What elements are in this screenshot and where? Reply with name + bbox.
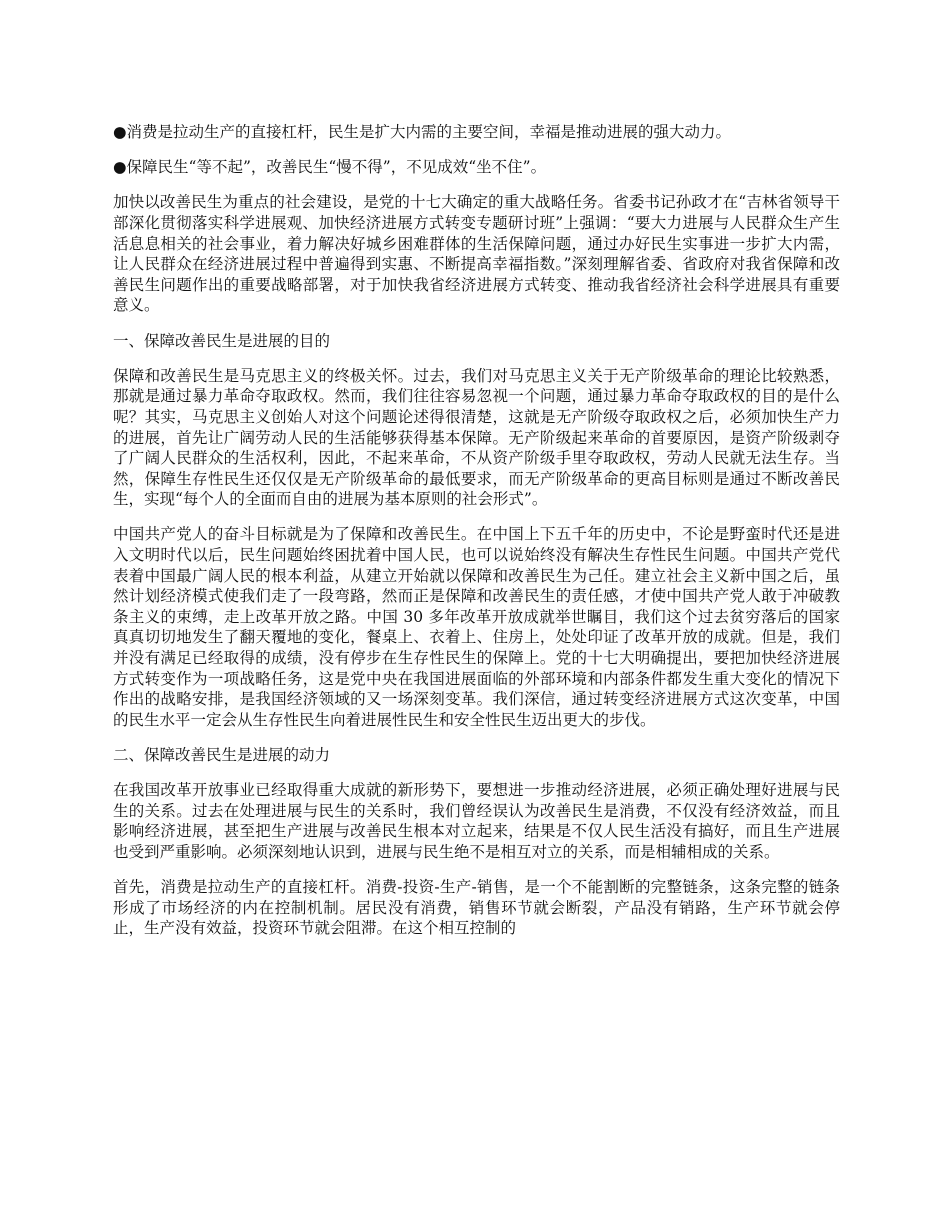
body-paragraph: 中国共产党人的奋斗目标就是为了保障和改善民生。在中国上下五千年的历史中，不论是野蛮时代还是进入文明时代以后，民生问题始终困扰着中国人民，也可以说始终没有解决生存性民生问题。中国共产党代表着中国最广阔人民的根本利益，从建立开始就以保障和改善民生为己任。建立社会主义新中国之后，虽然计划经济模式使我们走了一段弯路，然而正是保障和改善民生的责任感，才使中国共产党人敢于冲破教条主义的束缚，走上改革开放之路。中国 30 多年改革开放成就举世瞩目，我们这个过去贫穷落后的国家真真切切地发生了翻天覆地的变化，餐桌上、衣着上、住房上，处处印证了改革开放的成就。但是，我们并没有满足已经取得的成绩，没有停步在生存性民生的保障上。党的十七大明确提出，要把加快经济进展方式转变作为一项战略任务，这是党中央在我国进展面临的外部环境和内部条件都发生重大变化的情况下作出的战略安排，是我国经济领域的又一场深刻变革。我们深信，通过转变经济进展方式这次变革，中国的民生水平一定会从生存性民生向着进展性民生和安全性民生迈出更大的步伐。 xyxy=(113,525,840,729)
summary-point-2: ●保障民生“等不起”，改善民生“慢不得”，不见成效“坐不住”。 xyxy=(113,158,547,177)
intro-paragraph: 加快以改善民生为重点的社会建设，是党的十七大确定的重大战略任务。省委书记孙政才在“吉林省领导干部深化贯彻落实科学进展观、加快经济进展方式转变专题研讨班”上强调：“要大力进展与人民群众生产生活息息相关的社会事业，着力解决好城乡困难群体的生活保障问题，通过办好民生实事进一步扩大内需，让人民群众在经济进展过程中普遍得到实惠、不断提高幸福指数。”深刻理解省委、省政府对我省保障和改善民生问题作出的重要战略部署，对于加快我省经济进展方式转变、推动我省经济社会科学进展具有重要意义。 xyxy=(113,193,840,315)
summary-point-1: ●消费是拉动生产的直接杠杆，民生是扩大内需的主要空间，幸福是推动进展的强大动力。 xyxy=(113,123,732,141)
document-body xyxy=(113,122,840,954)
body-paragraph: 首先，消费是拉动生产的直接杠杆。消费-投资-生产-销售，是一个不能割断的完整链条，这条完整的链条形成了市场经济的内在控制机制。居民没有消费，销售环节就会断裂，产品没有销路，生产环节就会停止，生产没有效益，投资环节就会阻滞。在这个相互控制的 xyxy=(113,878,840,938)
body-paragraph: 保障和改善民生是马克思主义的终极关怀。过去，我们对马克思主义关于无产阶级革命的理论比较熟悉，那就是通过暴力革命夺取政权。然而，我们往往容易忽视一个问题，通过暴力革命夺取政权的目的是什么呢？其实，马克思主义创始人对这个问题论述得很清楚，这就是无产阶级夺取政权之后，必须加快生产力的进展，首先让广阔劳动人民的生活能够获得基本保障。无产阶级起来革命的首要原因，是资产阶级剥夺了广阔人民群众的生活权利，因此，不起来革命，不从资产阶级手里夺取政权，劳动人民就无法生存。当然，保障生存性民生还仅仅是无产阶级革命的最低要求，而无产阶级革命的更高目标则是通过不断改善民生，实现“每个人的全面而自由的进展为基本原则的社会形式”。 xyxy=(113,366,840,509)
section-heading-2: 二、保障改善民生是进展的动力 xyxy=(113,746,331,764)
section-heading-1: 一、保障改善民生是进展的目的 xyxy=(113,331,331,350)
body-paragraph: 在我国改革开放事业已经取得重大成就的新形势下，要想进一步推动经济进展，必须正确处理好进展与民生的关系。过去在处理进展与民生的关系时，我们曾经误认为改善民生是消费，不仅没有经济效益，而且影响经济进展，甚至把生产进展与改善民生根本对立起来，结果是不仅人民生活没有搞好，而且生产进展也受到严重影响。必须深刻地认识到，进展与民生绝不是相互对立的关系，而是相辅相成的关系。 xyxy=(113,781,840,861)
